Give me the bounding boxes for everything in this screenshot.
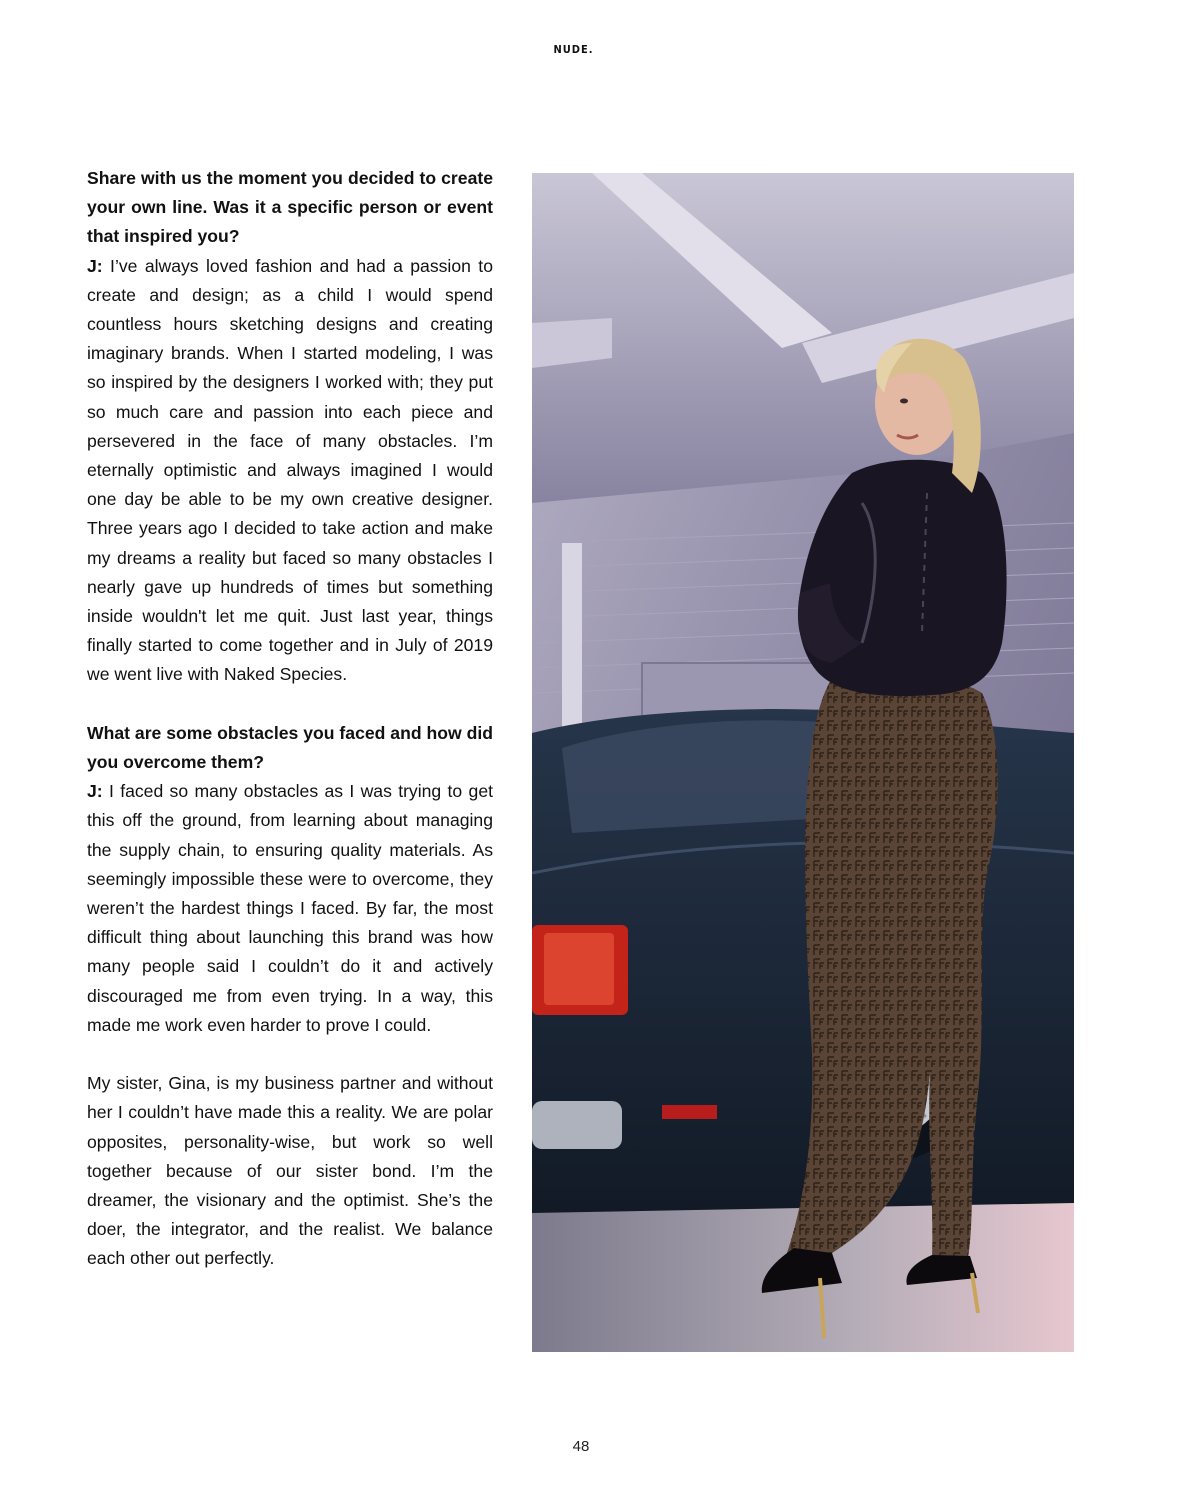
editorial-photo xyxy=(532,173,1074,1352)
answer-text: I faced so many obstacles as I was trying to get this off the ground, from learning about managing the supply chain, to ensuring quality materials. As seemingly impossible these were to overcome, they weren’t the hardest things I faced. By far, the most difficult thing about launching this brand was how many people said I couldn’t do it and actively discouraged me from even trying. In a way, this made me work even harder to prove I could. xyxy=(87,781,493,1035)
speaker-label: J: xyxy=(87,255,103,276)
answer-text: I’ve always loved fashion and had a passion to create and design; as a child I would spend countless hours sketching designs and creating imaginary brands. When I started modeling, I was so inspired by the designers I worked with; they put so much care and passion into each piece and persevered in the face of many obstacles. I’m eternally optimistic and always imagined I would one day be able to be my own creative designer. Three years ago I decided to take action and make my dreams a reality but faced so many obstacles I nearly gave up hundreds of times but something inside wouldn't let me quit. Just last year, things finally started to come together and in July of 2019 we went live with Naked Species. xyxy=(87,255,493,685)
magazine-masthead: NUDE. xyxy=(553,43,594,56)
speaker-label: J: xyxy=(87,781,103,802)
article-text-column xyxy=(87,164,493,1274)
model-by-car-illustration xyxy=(532,173,1074,1352)
interview-answer-2 xyxy=(87,777,493,1040)
interview-answer-1 xyxy=(87,252,493,690)
interview-question-2: What are some obstacles you faced and how did you overcome them? xyxy=(87,722,493,773)
interview-question-1: Share with us the moment you decided to create your own line. Was it a specific person or event that inspired you? xyxy=(87,168,493,247)
interview-paragraph-3: My sister, Gina, is my business partner and without her I couldn’t have made this a reality. We are polar opposites, personality-wise, but work so well together because of our sister bond. I’m the dreamer, the visionary and the optimist. She’s the doer, the integrator, and the realist. We balance each other out perfectly. xyxy=(87,1073,493,1269)
page-number: 48 xyxy=(572,1438,590,1455)
